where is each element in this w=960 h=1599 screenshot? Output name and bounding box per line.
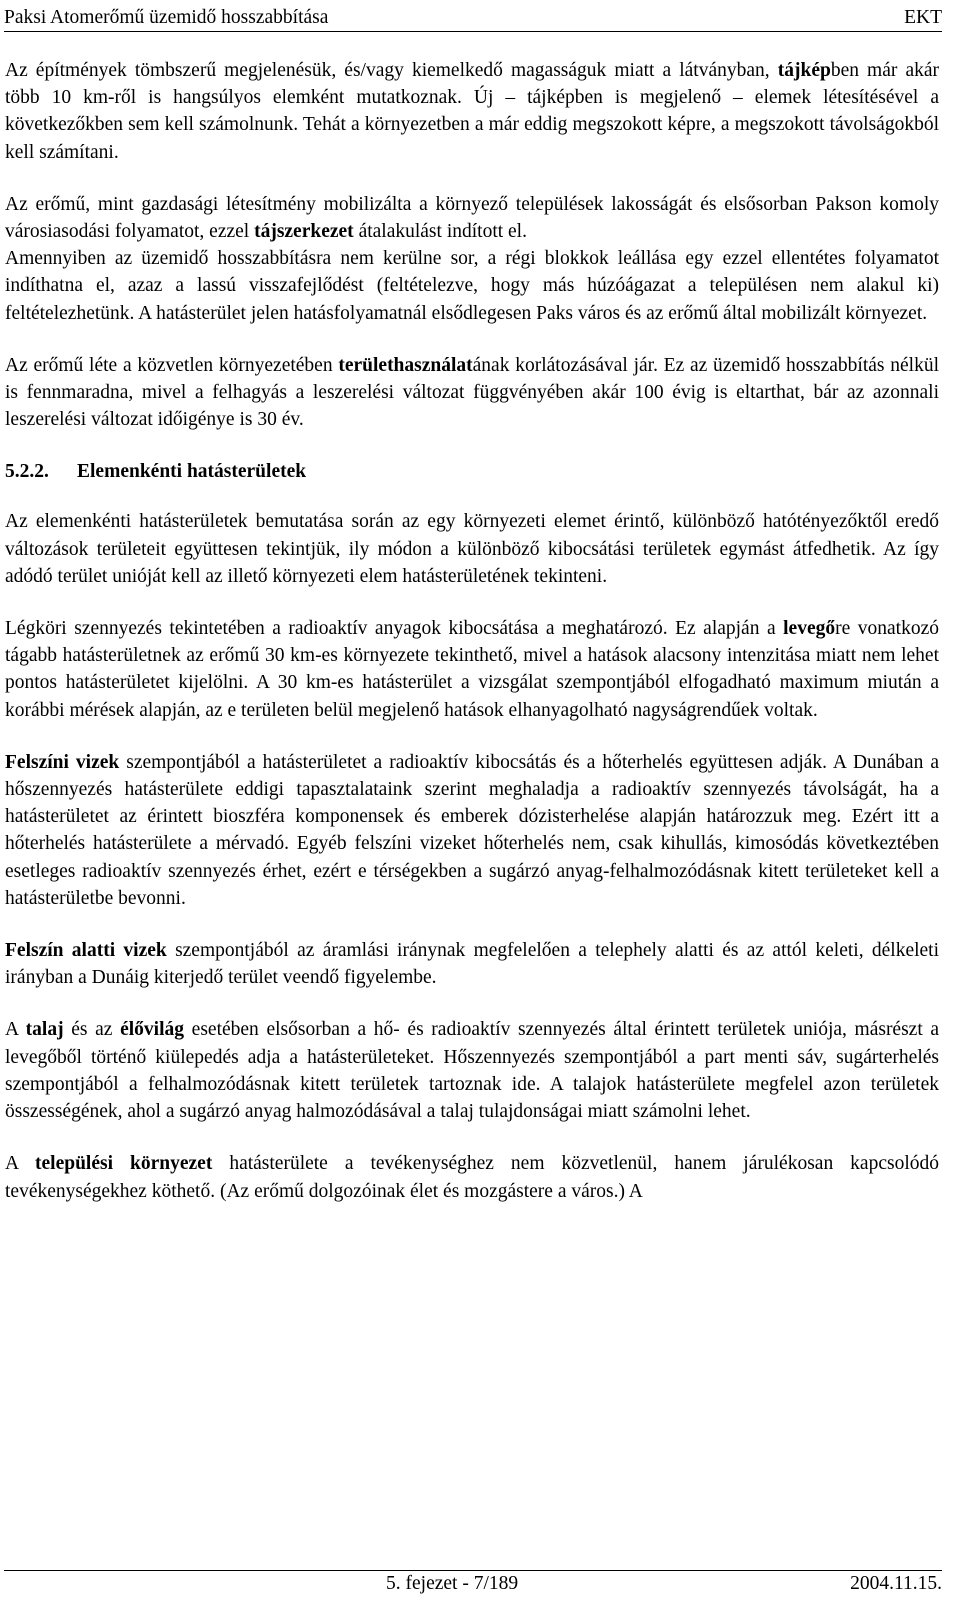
keyword-tajkep: tájkép: [777, 60, 831, 81]
keyword-tajszerkezet: tájszerkezet: [254, 221, 354, 243]
section-number: 5.2.2.: [5, 461, 49, 483]
document-body: [5, 57, 939, 1205]
paragraph-groundwater: Felszín alatti vizek szempontjából az áramlási iránynak megfelelően a telephely alatti és az attól keleti, délkeleti irányban a Dunáig kiterjedő terület veendő figyelembe.: [5, 940, 940, 989]
keyword-telepulesi-kornyezet: települési környezet: [35, 1153, 213, 1175]
keyword-elovilag: élővilág: [120, 1019, 185, 1041]
paragraph-element-areas: Az elemenkénti hatásterületek bemutatása során az egy környezeti elemet érintő, különböző hatótényezőktől eredő változások területeit együttesen tekintjük, ily módon a különböző kibocsátási területek egymást átfedhetik. Az így adódó terület unióját kell az illető környezeti elem hatásterületének tekinteni.: [5, 511, 939, 587]
header-divider: [4, 31, 942, 32]
keyword-felszin-alatti-vizek: Felszín alatti vizek: [5, 940, 167, 962]
keyword-levego: levegő: [783, 618, 836, 640]
paragraph-economic: Az erőmű, mint gazdasági létesítmény mobilizálta a környező települések lakosságát és elsősorban Pakson komoly városiasodási folyamatot, ezzel tájszerkezet átalakulást indított el.: [5, 193, 939, 243]
paragraph-settlement: A települési környezet hatásterülete a tevékenységhez nem közvetlenül, hanem járulékosan kapcsolódó tevékenységekhez köthető. (Az erőmű dolgozóinak élet és mozgástere a város.) A: [5, 1153, 940, 1202]
paragraph-decline: Amennyiben az üzemidő hosszabbításra nem kerülne sor, a régi blokkok leállása egy ezzel ellentétes folyamatot indíthatna el, azaz a lassú visszafejlődést (feltételezve, hogy más húzóágazat a településen nem alakul ki) feltételezhetünk. A hatásterület jelen hatásfolyamatnál elsődlegesen Paks város és az erőmű által mobilizált környezet.: [5, 248, 939, 324]
page-footer: [4, 1572, 942, 1598]
keyword-felszini-vizek: Felszíni vizek: [5, 751, 120, 773]
footer-divider: [4, 1570, 942, 1571]
paragraph-landscape: Az építmények tömbszerű megjelenésük, és/vagy kiemelkedő magasságuk miatt a látványban, tájképben már akár több 10 km-ről is hangsúlyos elemként mutatkoznak. Új – tájképben is megjelenő – elemek létesítésével a következőkben sem kell számolnunk. Tehát a környezetben a már eddig megszokott képre, a megszokott távolságokból kell számítani.: [5, 60, 939, 163]
header-title: Paksi Atomerőmű üzemidő hosszabbítása: [4, 7, 329, 28]
section-title: Elemenkénti hatásterületek: [77, 461, 307, 483]
page-number: 5. fejezet - 7/189: [386, 1573, 519, 1594]
header-abbreviation: EKT: [904, 7, 942, 28]
footer-date: 2004.11.15.: [850, 1573, 942, 1594]
page-header: [4, 2, 942, 30]
keyword-talaj: talaj: [25, 1019, 64, 1041]
paragraph-surface-water: Felszíni vizek szempontjából a hatásterületet a radioaktív kibocsátás és a hőterhelés együttesen adják. A Dunában a hőszennyezés hatásterülete eddigi tapasztalataink szerint meghaladja a radioaktív szennyezés távolságát, ha a hatásterületet az érintett bioszféra komponensek és emberek dózisterhelése alapján határozzuk meg. Ezért itt a hőterhelés hatásterülete a mérvadó. Egyéb felszíni vizeket hőterhelés nem, csak kihullás, kimosódás következtében esetleges radioaktív szennyezés érhet, ezért e térségekben a sugárzó anyag-felhalmozódásnak kitett területeket kell a hatásterületbe bevonni.: [5, 751, 939, 909]
paragraph-land-use: Az erőmű léte a közvetlen környezetében területhasználatának korlátozásával jár. Ez az üzemidő hosszabbítás nélkül is fennmaradna, mivel a felhagyás a leszerelési változat függvényében akár 100 évig is eltarthat, bár az azonnali leszerelési változat időigénye is 30 év.: [5, 354, 940, 431]
keyword-teruelethasznalat: területhasználat: [338, 354, 473, 376]
section-heading: [5, 458, 939, 485]
paragraph-soil-biota: A talaj és az élővilág esetében elsősorban a hő- és radioaktív szennyezés által érintett területek uniója, másrészt a levegőből történő kiülepedés adja a hatásterületeket. Hőszennyezés szempontjából a part menti sáv, sugárterhelés szempontjából a felhalmozódásnak kitett területek tartoznak ide. A talajok hatásterülete megfelel azon területek összességének, ahol a sugárzó anyag halmozódásával a talaj tulajdonságai miatt számolni lehet.: [5, 1019, 940, 1123]
paragraph-air: Légköri szennyezés tekintetében a radioaktív anyagok kibocsátása a meghatározó. Ez alapján a levegőre vonatkozó tágabb hatásterületnek az erőmű 30 km-es környezete tekinthető, mivel a hatások alacsony intenzitása miatt nem lehet pontos hatásterületet kijelölni. A 30 km-es hatásterület a vizsgálat szempontjából elfogadható maximum miután a korábbi mérések alapján, az e területen belül megjelenő hatások elhanyagolható nagyságrendűek voltak.: [5, 618, 939, 721]
